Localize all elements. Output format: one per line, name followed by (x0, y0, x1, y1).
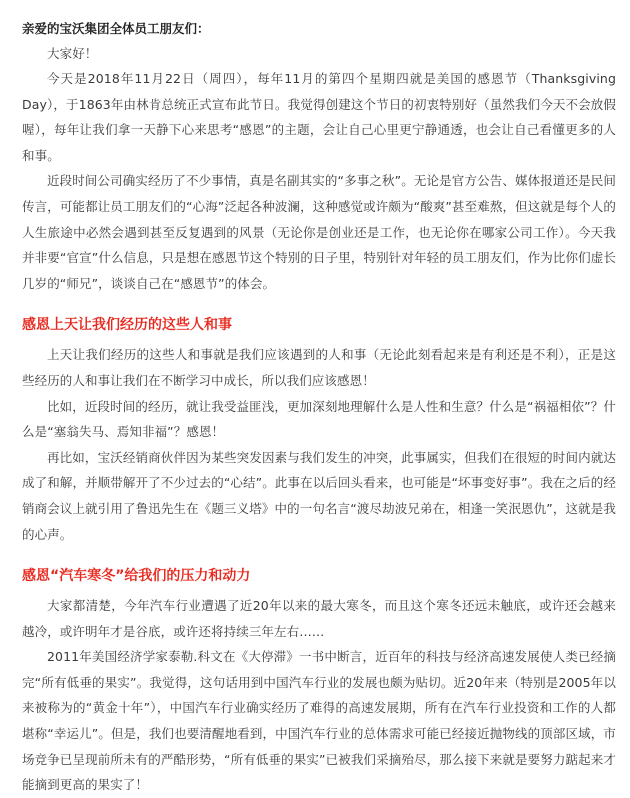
salutation: 亲爱的宝沃集团全体员工朋友们： (22, 21, 210, 36)
section-paragraph: 大家都清楚，今年汽车行业遭遇了近20年以来的最大寒冬，而且这个寒冬还远未触底，或许还会越来越冷，或许明年才是谷底，或许还将持续三年左右…… (22, 598, 616, 639)
section-paragraph: 比如，近段时间的经历，就让我受益匪浅，更加深刻地理解什么是人性和生意？什么是“祸福相依”？什么是“塞翁失马、焉知非福”？感恩！ (22, 398, 616, 440)
section-paragraph: 再比如，宝沃经销商伙伴因为某些突发因素与我们发生的冲突，此事属实，但我们在很短的时间内就达成了和解，并顺带解开了不少过去的“心结”。此事在以后回头看来，也可能是“坏事变好事”。我在之后的经销商会议上就引用了鲁迅先生在《题三义塔》中的一句名言“渡尽劫波兄弟在，相逢一笑泯恩仇”，这就是我的心声。 (22, 449, 616, 542)
section-gratitude-people (22, 314, 616, 547)
section-heading: 感恩上天让我们经历的这些人和事 (22, 317, 232, 334)
intro-paragraph: 今天是2018年11月22日（周四），每年11月的第四个星期四就是美国的感恩节（Thanksgiving Day），于1863年由林肯总统正式宣布此节日。我觉得创建这个节日的初衷特别好（虽然我们今天不会放假喔），每年让我们拿一天静下心来思考“感恩”的主题，会让自己心里更宁静通透，也会让自己看懂更多的人和事。 (22, 71, 616, 163)
intro-paragraph: 大家好！ (47, 46, 98, 61)
section-auto-winter (22, 565, 616, 798)
section-paragraph: 上天让我们经历的这些人和事就是我们应该遇到的人和事（无论此刻看起来是有利还是不利），正是这些经历的人和事让我们在不断学习中成长，所以我们应该感恩！ (22, 347, 616, 388)
intro-paragraph: 近段时间公司确实经历了不少事情，真是名副其实的“多事之秋”。无论是官方公告、媒体报道还是民间传言，可能都让员工朋友们的“心海”泛起各种波澜，这种感觉或许颇为“酸爽”甚至难熬，但这就是每个人的人生旅途中必然会遇到甚至反复遇到的风景（无论你是创业还是工作，也无论你在哪家公司工作）。今天我并非要“官宣”什么信息，只是想在感恩节这个特别的日子里，特别针对年轻的员工朋友们，作为比你们虚长几岁的“师兄”，谈谈自己在“感恩节”的体会。 (22, 173, 616, 291)
section-heading: 感恩“汽车寒冬”给我们的压力和动力 (22, 568, 251, 585)
intro-block (22, 42, 616, 296)
section-paragraph: 2011年美国经济学家泰勒.科文在《大停滞》一书中断言，近百年的科技与经济高速发展使人类已经摘完“所有低垂的果实”。我觉得，这句话用到中国汽车行业的发展也颇为贴切。近20年来（特别是2005年以来被称为的“黄金十年”），中国汽车行业确实经历了难得的高速发展期，所有在汽车行业投资和工作的人都堪称“幸运儿”。但是，我们也要清醒地看到，中国汽车行业的总体需求可能已经接近抛物线的顶部区域，市场竞争已呈现前所未有的严酷形势，“所有低垂的果实”已被我们采摘殆尽，那么接下来就是要努力踮起来才能摘到更高的果实了！ (22, 649, 616, 793)
